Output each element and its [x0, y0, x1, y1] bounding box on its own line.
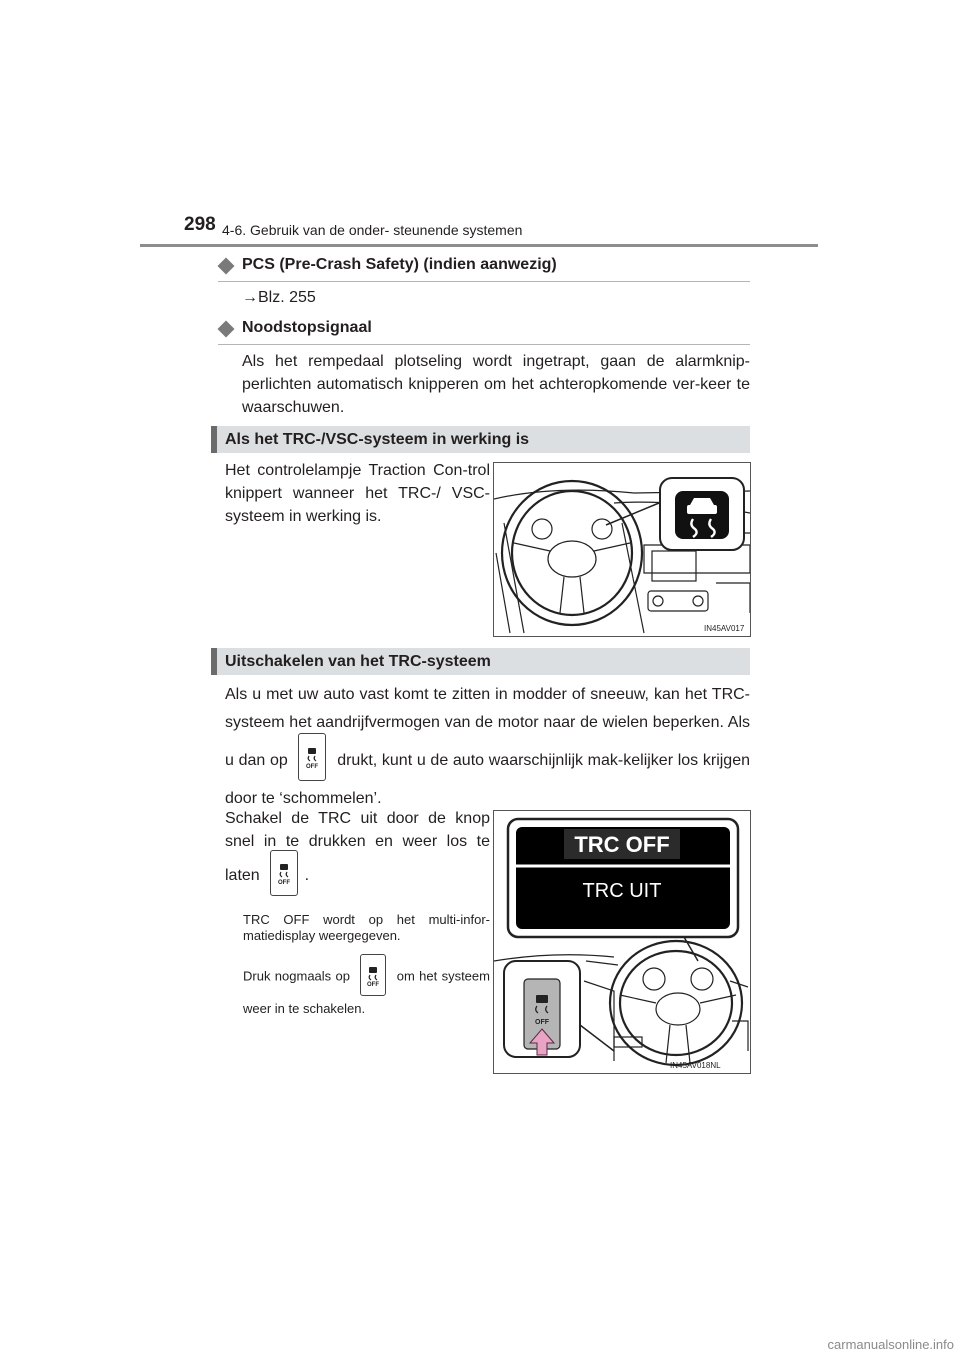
- section-trc-vsc-active-title: Als het TRC-/VSC-systeem in werking is: [225, 431, 530, 448]
- section-trc-off: [211, 648, 750, 675]
- trc-active-body: Het controlelampje Traction Con-trol knippert wanneer het TRC-/ VSC-systeem in werking is.: [225, 462, 490, 525]
- diamond-bullet-icon: [218, 258, 235, 275]
- section-marker: [211, 426, 217, 453]
- section-marker: [211, 648, 217, 675]
- svg-text:OFF: OFF: [367, 982, 380, 988]
- svg-text:OFF: OFF: [278, 880, 291, 886]
- illustration-code: IN45AV017: [704, 624, 745, 633]
- trc-off-body-after: drukt, kunt u de auto waarschijnlijk mak-kelijker los krijgen door te ‘schommelen’.: [225, 752, 751, 807]
- trc-off-note-reenable: [243, 956, 490, 1020]
- noodstop-body: Als het rempedaal plotseling wordt ingetrapt, gaan de alarmknip-perlichten automatisch knipperen om het achteropkomende ver-keer te waarschuwen.: [242, 353, 750, 416]
- trc-off-button-icon: [270, 850, 298, 896]
- section-trc-off-title: Uitschakelen van het TRC-systeem: [225, 653, 491, 670]
- section-trc-vsc-active: [211, 426, 750, 453]
- dashboard-drawing: [494, 463, 750, 636]
- trc-off-step-after: .: [304, 867, 310, 885]
- dashboard-illustration: [493, 462, 751, 637]
- trc-off-note-after: om het systeem weer in te schakelen.: [243, 968, 490, 1016]
- trc-off-body-before: Als u met uw auto vast komt te zitten in modder of sneeuw, kan het TRC-systeem het aandrijfvermogen van de motor naar de wielen beperken. Als u dan op: [225, 686, 750, 770]
- trc-off-step-before: Schakel de TRC uit door de knop snel in te drukken en weer los te laten: [225, 810, 490, 885]
- noodstop-heading: [218, 316, 750, 345]
- noodstop-heading-text: Noodstopsignaal: [242, 319, 372, 336]
- pcs-heading-text: PCS (Pre-Crash Safety) (indien aanwezig): [242, 256, 557, 273]
- display-trc-uit: TRC UIT: [582, 880, 662, 902]
- svg-text:OFF: OFF: [306, 764, 319, 770]
- watermark: carmanualsonline.info: [827, 1337, 954, 1352]
- chapter-title: 4-6. Gebruik van de onder- steunende systemen: [222, 222, 523, 238]
- trc-off-note-before: Druk nogmaals op: [243, 968, 350, 984]
- pcs-heading: [218, 253, 750, 282]
- header-rule: [140, 244, 818, 247]
- trc-off-note-display: TRC OFF wordt op het multi-infor-matiedisplay weergegeven.: [243, 912, 490, 943]
- trc-off-drawing: [494, 811, 750, 1073]
- svg-text:OFF: OFF: [535, 1019, 549, 1026]
- trc-off-body: [225, 681, 750, 813]
- trc-off-step: [225, 807, 490, 899]
- illustration-code: IN45AV018NL: [670, 1061, 721, 1070]
- trc-off-button-icon: [298, 733, 326, 781]
- diamond-bullet-icon: [218, 321, 235, 338]
- trc-off-button-icon: [360, 954, 386, 996]
- trc-off-illustration: [493, 810, 751, 1074]
- display-trc-off: TRC OFF: [574, 832, 670, 857]
- pcs-page-ref[interactable]: →Blz. 255: [242, 289, 316, 306]
- page-number: 298: [184, 214, 216, 235]
